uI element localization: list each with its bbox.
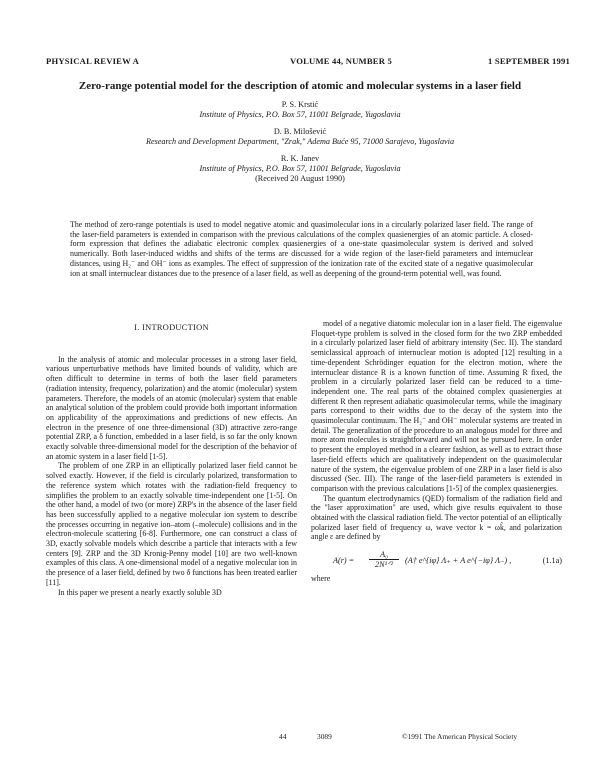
paragraph: In this paper we present a nearly exactly soluble 3D: [58, 587, 222, 597]
left-column: [46, 323, 297, 597]
equation-numerator: A₀: [369, 550, 399, 560]
paragraph: The quantum electrodynamics (QED) formalism of the radiation field and the "laser approximation" are used, which give results equivalent to those obtained with the classical radiation field. The vector potential of an elliptically polarized laser field of frequency ω, wave vector k = ωk̂, and polarization angle ε are defined by: [311, 493, 562, 542]
author-affiliation: Institute of Physics, P.O. Box 57, 11001 Belgrade, Yugoslavia: [199, 110, 401, 119]
running-header: [46, 56, 570, 68]
abstract: The method of zero-range potentials is used to model negative atomic and quasimolecular ions in a circularly polarized laser field. The range of the laser-field parameters is extended in comparison with the previous calculations of the complex quasienergies of an atomic particle. A closed-form expression that defines the adiabatic electronic complex quasienergies of a one-state quasimolecular system is derived and solved numerically. Both laser-induced widths and shifts of the terms are discussed for a wide region of the laser-field parameters and internuclear distances, using H₂⁻ and OH⁻ ions as examples. The effect of suppression of the ionization rate of the excited state of a negative quasimolecular ion at small internuclear distances due to the presence of a laser field, as well as deepening of the ground-term potential well, was found.: [70, 220, 533, 278]
equation-number: (1.1a): [542, 556, 562, 566]
author-name: D. B. Milošević: [273, 127, 327, 136]
page-number: 3089: [317, 732, 332, 741]
equation-denominator: 2N¹ᐟ²: [375, 560, 393, 570]
issue-date: 1 SEPTEMBER 1991: [488, 56, 570, 66]
page-footer: [0, 732, 600, 742]
journal-name: PHYSICAL REVIEW A: [46, 56, 140, 66]
paragraph: In the analysis of atomic and molecular processes in a strong laser field, various unperturbative methods have limited bounds of validity, which are often difficult to determine in terms of both the laser field parameters (radiation intensity, frequency, polarization) and the atomic (molecular) system parameters. Therefore, the models of an atomic (molecular) system that enable an analytical solution of the problem could provide both important information on applicability of the approximations and predictions of new effects. An electron in the presence of one three-dimensional (3D) attractive zero-range potential ZRP, a δ function, embedded in a laser field, is so far the only known exactly solvable three-dimensional model for the description of the behavior of an atomic system in a laser field [1-5].: [46, 354, 297, 461]
equation-lhs: A(r) =: [333, 556, 355, 566]
footer-volume: 44: [279, 732, 287, 741]
equation-fraction: [369, 550, 399, 569]
received-date: (Received 20 August 1990): [255, 174, 345, 183]
section-heading: I. INTRODUCTION: [134, 323, 209, 332]
author-affiliation: Institute of Physics, P.O. Box 57, 11001 Belgrade, Yugoslavia: [199, 164, 401, 173]
author-affiliation: Research and Development Department, "Zrak," Adema Buće 95, 71000 Sarajevo, Yugoslavia: [145, 137, 455, 146]
paper-title: Zero-range potential model for the description of atomic and molecular systems in a laser field: [78, 80, 522, 92]
author-name: P. S. Krstić: [281, 100, 319, 109]
equation-rhs: (A† e^{iφ} Λ₊ + A e^{−iφ} Λ₋) ,: [405, 556, 512, 566]
equation-1-1a: [311, 550, 562, 572]
volume-number: VOLUME 44, NUMBER 5: [290, 56, 392, 66]
copyright-notice: ©1991 The American Physical Society: [402, 732, 518, 741]
author-name: R. K. Janev: [280, 154, 320, 163]
right-column: [311, 319, 562, 584]
paragraph: The problem of one ZRP in an elliptically polarized laser field cannot be solved exactly. However, if the field is circularly polarized, transformation to the reference system which rotates with the radiation-field frequency to simplifies the problem to an exactly solvable time-independent one [1-5]. On the other hand, a model of two (or more) ZRP's in the absence of the laser field has been successfully applied to a negative molecular ion system to describe the processes occurring in negative ion–atom (–molecule) collisions and in the electron-molecule scattering [6-8]. Furthermore, one can construct a class of 3D, exactly solvable models which describe a particle that interacts with a few centers [9]. ZRP and the 3D Kronig-Penny model [10] are two well-known examples of this class. A one-dimensional model of a negative molecular ion in the presence of a laser field, defined by two δ functions has been treated earlier [11].: [46, 461, 297, 587]
author-block: [0, 100, 600, 184]
paragraph: model of a negative diatomic molecular ion in a laser field. The eigenvalue Floquet-type problem is solved in the closed form for the two ZRP embedded in a circularly polarized laser field of arbitrary intensity (Sec. II). The standard semiclassical approach of internuclear motion is adopted [12] resulting in a time-dependent Schrödinger equation for the electron motion, where the internuclear distance R is a known function of time. Assuming R fixed, the problem in a circularly polarized laser field can be reduced to a time-independent one. The real parts of the obtained complex quasienergies at different R then represent adiabatic quasimolecular terms, while the imaginary parts correspond to their widths due to the decay of the system into the quasimolecular continuum. The H₂⁻ and OH⁻ molecular systems are treated in detail. The generalization of the procedure to an analogous model for three and more atom molecules is straightforward and will not be pursued here. In order to present the employed method in a clearer fashion, as well as to extract those laser-field effects which are qualitatively independent on the quasimolecular nature of the system, the eigenvalue problem of one ZRP in a laser field is also discussed (Sec. III). The range of the laser-field parameters is extended in comparison with the previous calculations [1-5] of the complex quasienergies.: [311, 319, 562, 493]
paragraph: where: [311, 574, 331, 584]
